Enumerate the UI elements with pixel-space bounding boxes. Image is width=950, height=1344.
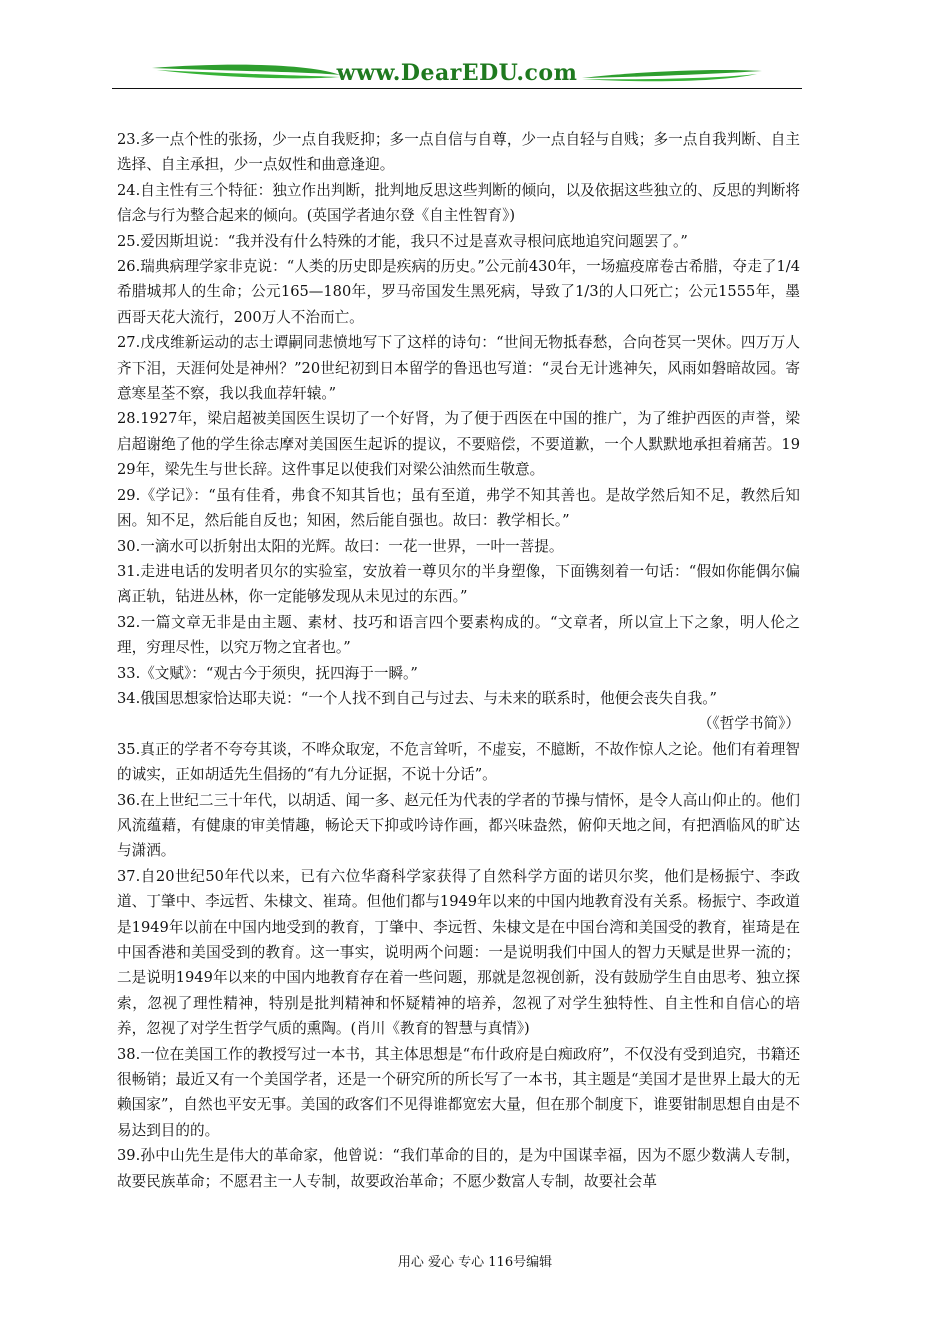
paragraph-32: 32.一篇文章无非是由主题、素材、技巧和语言四个要素构成的。“文章者，所以宣上下之象，明人伦之理，穷理尽性，以究万物之宜者也。” — [117, 613, 800, 657]
header-divider — [112, 88, 802, 89]
paragraph-28: 28.1927年，梁启超被美国医生误切了一个好肾，为了便于西医在中国的推广，为了维护西医的声誉，梁启超谢绝了他的学生徐志摩对美国医生起诉的提议，不要赔偿，不要道歉，一个人默默地承担着痛苦。1929年，梁先生与世长辞。这件事足以使我们对梁公油然而生敬意。 — [117, 410, 800, 479]
paragraph-29: 29.《学记》：“虽有佳肴，弗食不知其旨也；虽有至道，弗学不知其善也。是故学然后知不足，教然后知困。知不足，然后能自反也；知困，然后能自强也。故曰：教学相长。” — [117, 486, 800, 530]
paragraph-31: 31.走进电话的发明者贝尔的实验室，安放着一尊贝尔的半身塑像，下面镌刻着一句话：“假如你能偶尔偏离正轨，钻进丛林，你一定能够发现从未见过的东西。” — [117, 562, 800, 606]
paragraph-34: 34.俄国思想家恰达耶夫说：“一个人找不到自己与过去、与未来的联系时，他便会丧失自我。” — [117, 689, 717, 707]
paragraph-33: 33.《文赋》：“观古今于须臾，抚四海于一瞬。” — [117, 664, 418, 682]
paragraph-24: 24.自主性有三个特征：独立作出判断，批判地反思这些判断的倾向，以及依据这些独立的、反思的判断将信念与行为整合起来的倾向。(英国学者迪尔登《自主性智育》) — [117, 181, 800, 225]
paragraph-30: 30.一滴水可以折射出太阳的光辉。故曰：一花一世界，一叶一菩提。 — [117, 537, 564, 555]
paragraph-36: 36.在上世纪二三十年代，以胡适、闻一多、赵元任为代表的学者的节操与情怀，是令人高山仰止的。他们风流蕴藉，有健康的审美情趣，畅论天下抑或吟诗作画，都兴味盎然，俯仰天地之间，有把酒临风的旷达与潇洒。 — [117, 791, 800, 860]
paragraph-37: 37.自20世纪50年代以来，已有六位华裔科学家获得了自然科学方面的诺贝尔奖，他们是杨振宁、李政道、丁肇中、李远哲、朱棣文、崔琦。但他们都与1949年以来的中国内地教育没有关系。杨振宁、李政道是1949年以前在中国内地受到的教育，丁肇中、李远哲、朱棣文是在中国台湾和美国受的教育，崔琦是在中国香港和美国受到的教育。这一事实，说明两个问题：一是说明我们中国人的智力天赋是世界一流的；二是说明1949年以来的中国内地教育存在着一些问题，那就是忽视创新，没有鼓励学生自由思考、独立探索，忽视了理性精神，特别是批判精神和怀疑精神的培养，忽视了对学生独特性、自主性和自信心的培养，忽视了对学生哲学气质的熏陶。(肖川《教育的智慧与真情》) — [117, 867, 800, 1038]
paragraph-35: 35.真正的学者不夸夸其谈，不哗众取宠，不危言耸听，不虚妄，不臆断，不故作惊人之论。他们有着理智的诚实，正如胡适先生倡扬的“有九分证据，不说十分话”。 — [117, 740, 800, 784]
citation-34: （《哲学书简》） — [697, 715, 800, 733]
paragraph-23: 23.多一点个性的张扬，少一点自我贬抑；多一点自信与自尊，少一点自轻与自贱；多一点自我判断、自主选择、自主承担，少一点奴性和曲意逢迎。 — [117, 131, 800, 174]
paragraph-38: 38.一位在美国工作的教授写过一本书，其主体思想是“布什政府是白痴政府”，不仅没有受到追究，书籍还很畅销；最近又有一个美国学者，还是一个研究所的所长写了一本书，其主题是“美国才是世界上最大的无赖国家”，自然也平安无事。美国的政客们不见得谁都宽宏大量，但在那个制度下，谁要钳制思想自由是不易达到目的的。 — [117, 1045, 800, 1139]
site-url[interactable]: www.DearEDU.com — [336, 60, 578, 86]
page-footer: 用心 爱心 专心 116号编辑 — [397, 1255, 553, 1270]
paragraph-39: 39.孙中山先生是伟大的革命家，他曾说：“我们革命的目的，是为中国谋幸福，因为不愿少数满人专制，故要民族革命；不愿君主一人专制，故要政治革命；不愿少数富人专制，故要社会革 — [117, 1147, 800, 1190]
paragraph-27: 27.戊戌维新运动的志士谭嗣同悲愤地写下了这样的诗句：“世间无物抵春愁，合向苍冥一哭休。四万万人齐下泪，天涯何处是神州？”20世纪初到日本留学的鲁迅也写道：“灵台无计逃神矢，风雨如磐暗故园。寄意寒星荃不察，我以我血荐轩辕。” — [117, 334, 800, 403]
site-header — [112, 58, 802, 90]
document-body — [117, 127, 800, 1194]
paragraph-25: 25.爱因斯坦说：“我并没有什么特殊的才能，我只不过是喜欢寻根问底地追究问题罢了。” — [117, 232, 688, 250]
paragraph-26: 26.瑞典病理学家非克说：“人类的历史即是疾病的历史。”公元前430年，一场瘟疫席卷古希腊，夺走了1/4希腊城邦人的生命；公元165—180年，罗马帝国发生黑死病，导致了1/3的人口死亡；公元1555年，墨西哥天花大流行，200万人不治而亡。 — [117, 258, 800, 326]
